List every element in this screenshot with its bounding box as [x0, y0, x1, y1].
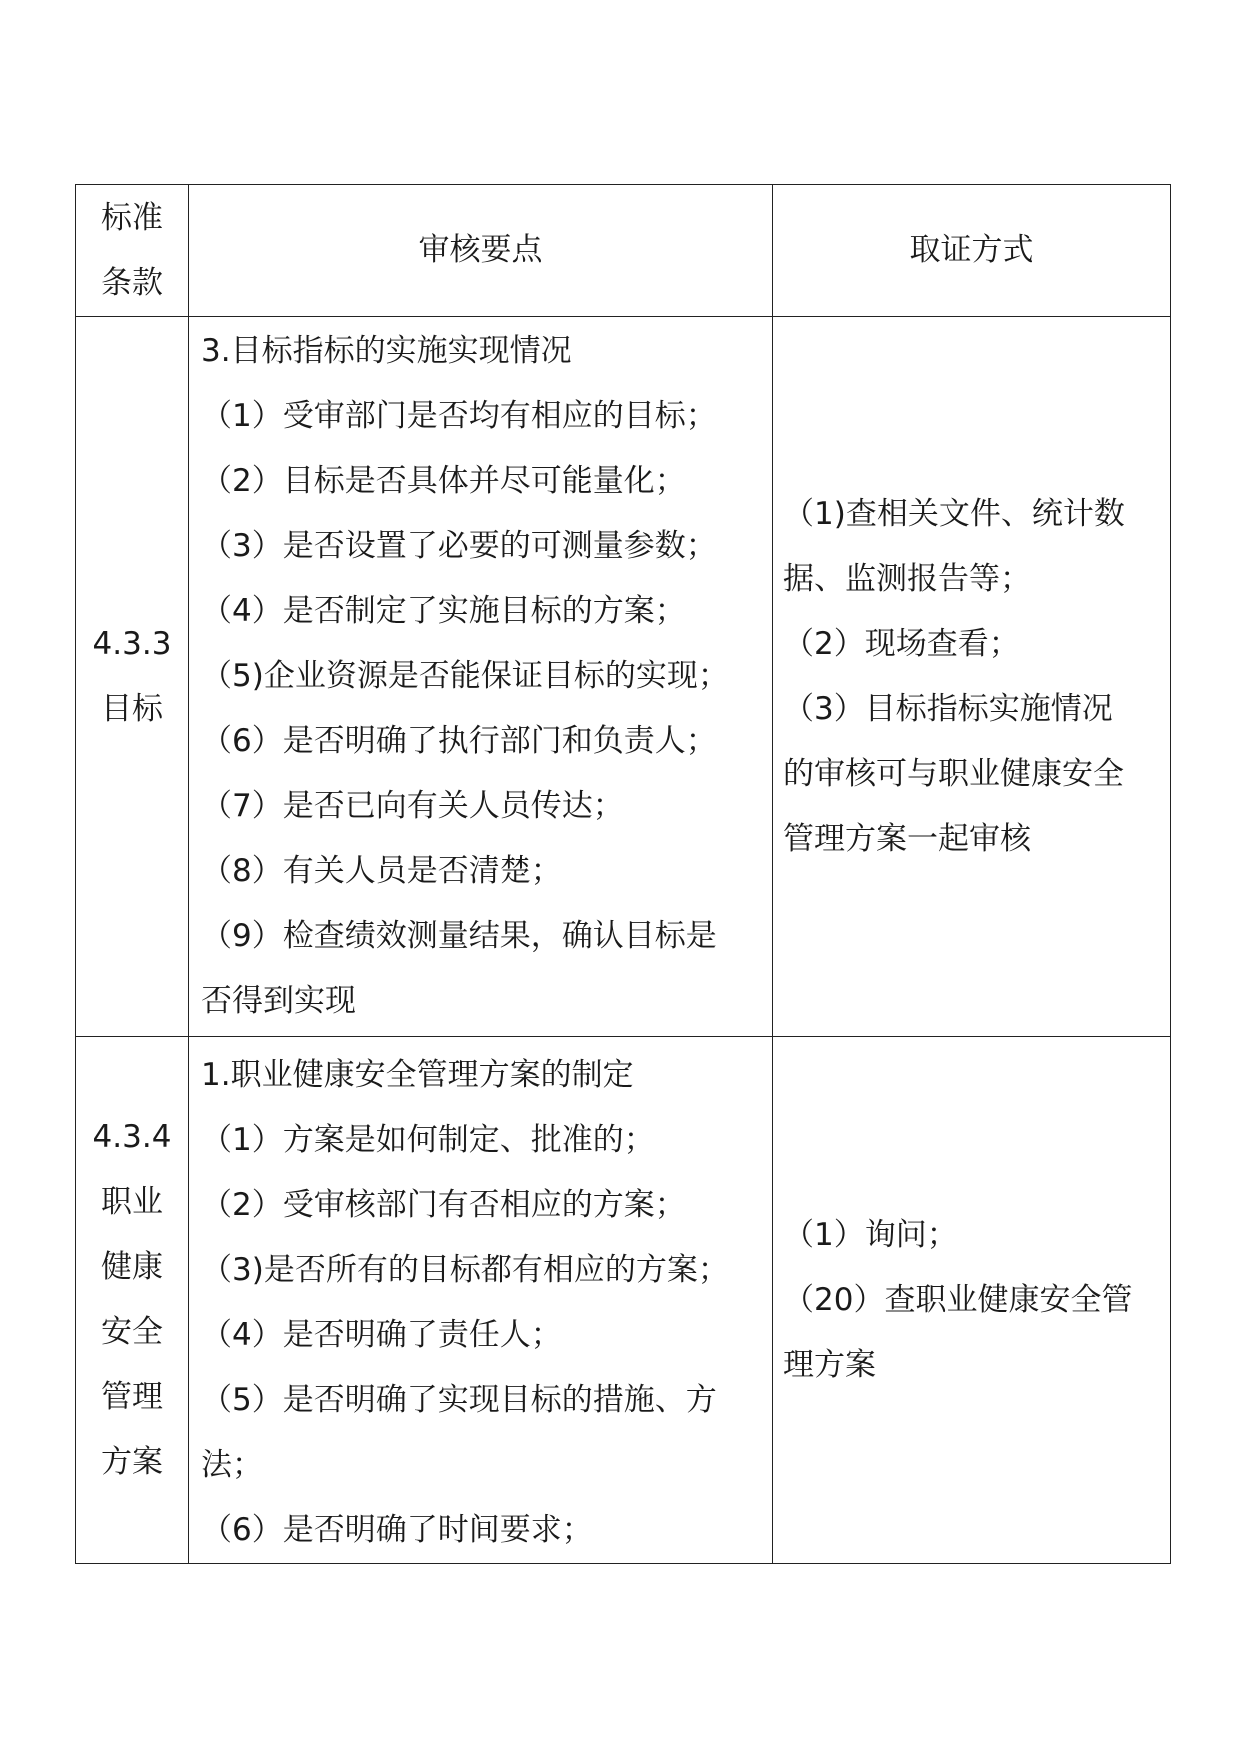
clause-line: 4.3.3	[92, 625, 172, 662]
clause-line: 4.3.4	[92, 1119, 172, 1155]
clause-line: 职业	[101, 1184, 163, 1220]
evidence-line: （1)查相关文件、统计数	[783, 495, 1125, 532]
point-line: （5）是否明确了实现目标的措施、方	[201, 1382, 717, 1418]
evidence-line: 管理方案一起审核	[783, 820, 1031, 857]
point-line: （7）是否已向有关人员传达；	[201, 788, 624, 824]
evidence-line: （2）现场查看；	[783, 625, 1020, 662]
header-clause-line-1: 标准	[101, 199, 163, 236]
clause-line: 安全	[101, 1314, 163, 1350]
evidence-line: （20）查职业健康安全管	[783, 1281, 1133, 1318]
clause-cell	[76, 1037, 189, 1564]
evidence-line: 的审核可与职业健康安全	[783, 755, 1124, 792]
point-line: （4）是否明确了责任人；	[201, 1317, 562, 1353]
point-line: （6）是否明确了执行部门和负责人；	[201, 723, 717, 759]
point-line: （6）是否明确了时间要求；	[201, 1512, 593, 1548]
evidence-cell	[773, 317, 1171, 1037]
point-line: 1.职业健康安全管理方案的制定	[201, 1057, 634, 1093]
clause-line: 方案	[101, 1444, 163, 1480]
clause-line: 管理	[101, 1379, 163, 1415]
header-points: 审核要点	[189, 185, 773, 317]
point-line: （5)企业资源是否能保证目标的实现；	[201, 658, 729, 694]
evidence-line: （1）询问；	[783, 1216, 958, 1253]
table-row-4-3-4	[76, 1037, 1171, 1564]
table-row-4-3-3	[76, 317, 1171, 1037]
points-cell	[189, 1037, 773, 1564]
points-cell	[189, 317, 773, 1037]
point-line: （3)是否所有的目标都有相应的方案；	[201, 1252, 729, 1288]
point-line: 3.目标指标的实施实现情况	[201, 333, 572, 369]
table-header-row	[76, 185, 1171, 317]
evidence-line: （3）目标指标实施情况	[783, 690, 1113, 727]
evidence-line: 据、监测报告等；	[783, 560, 1031, 597]
point-line: （4）是否制定了实施目标的方案；	[201, 593, 686, 629]
point-line: 法；	[201, 1447, 263, 1483]
point-line: 否得到实现	[201, 983, 356, 1019]
point-line: （8）有关人员是否清楚；	[201, 853, 562, 889]
evidence-cell	[773, 1037, 1171, 1564]
clause-cell	[76, 317, 189, 1037]
header-evidence: 取证方式	[773, 185, 1171, 317]
header-clause	[76, 185, 189, 317]
point-line: （1）受审部门是否均有相应的目标；	[201, 398, 717, 434]
point-line: （9）检查绩效测量结果，确认目标是	[201, 918, 717, 954]
audit-points-table	[75, 184, 1171, 1564]
header-clause-line-2: 条款	[101, 264, 163, 301]
evidence-line: 理方案	[783, 1346, 876, 1383]
point-line: （2）受审核部门有否相应的方案；	[201, 1187, 686, 1223]
point-line: （2）目标是否具体并尽可能量化；	[201, 463, 686, 499]
clause-line: 健康	[101, 1249, 163, 1285]
point-line: （1）方案是如何制定、批准的；	[201, 1122, 655, 1158]
point-line: （3）是否设置了必要的可测量参数；	[201, 528, 717, 564]
clause-line: 目标	[101, 690, 163, 727]
